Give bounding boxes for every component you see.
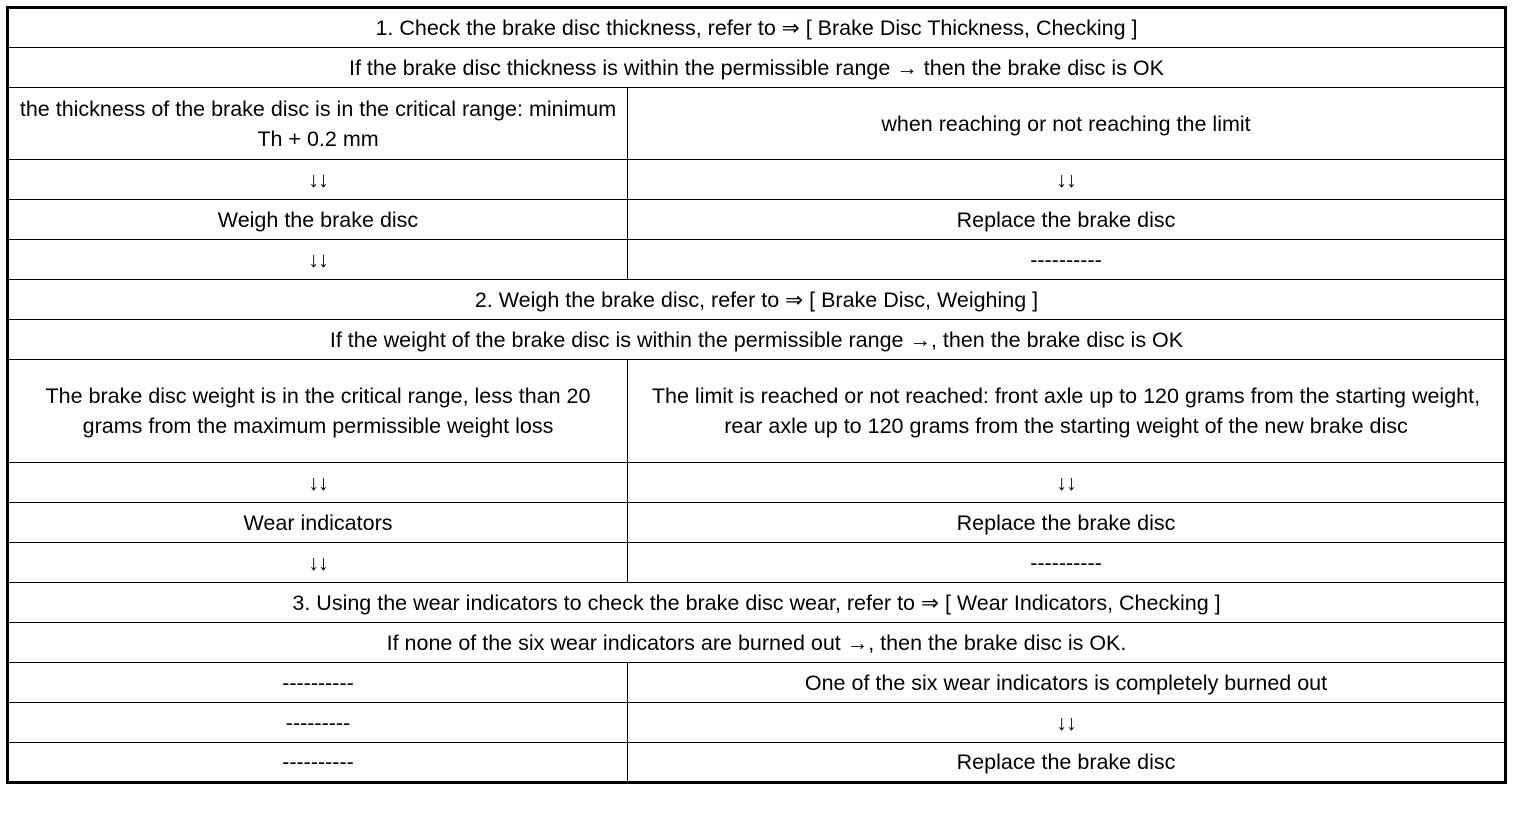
step1-heading-row bbox=[8, 8, 1506, 48]
step1-condition-row bbox=[8, 88, 1506, 160]
step2-right-condition: The limit is reached or not reached: front axle up to 120 grams from the starting weight, rear axle up to 120 grams from the starting weight of the new brake disc bbox=[628, 360, 1506, 463]
step3-arrow-row bbox=[8, 703, 1506, 743]
step1-action-row bbox=[8, 200, 1506, 240]
step2-continue-arrow-icon: ↓↓ bbox=[8, 543, 628, 583]
step2-ok-text: If the weight of the brake disc is within the permissible range →, then the brake disc is OK bbox=[8, 320, 1506, 360]
step2-continue-row bbox=[8, 543, 1506, 583]
step1-heading: 1. Check the brake disc thickness, refer to ⇒ [ Brake Disc Thickness, Checking ] bbox=[8, 8, 1506, 48]
step3-left-dashes: ---------- bbox=[8, 663, 628, 703]
step1-right-action: Replace the brake disc bbox=[628, 200, 1506, 240]
step1-ok-text: If the brake disc thickness is within the permissible range → then the brake disc is OK bbox=[8, 48, 1506, 88]
step1-continue-arrow-icon: ↓↓ bbox=[8, 240, 628, 280]
step2-right-arrow-icon: ↓↓ bbox=[628, 463, 1506, 503]
step2-heading-row bbox=[8, 280, 1506, 320]
step1-right-condition: when reaching or not reaching the limit bbox=[628, 88, 1506, 160]
step2-right-dashes: ---------- bbox=[628, 543, 1506, 583]
step2-left-action: Wear indicators bbox=[8, 503, 628, 543]
step3-right-action: Replace the brake disc bbox=[628, 743, 1506, 783]
step3-left-dashes-3: ---------- bbox=[8, 743, 628, 783]
step1-right-arrow-icon: ↓↓ bbox=[628, 160, 1506, 200]
step3-heading: 3. Using the wear indicators to check the brake disc wear, refer to ⇒ [ Wear Indicators, Checking ] bbox=[8, 583, 1506, 623]
brake-disc-check-flowchart-table bbox=[6, 6, 1507, 784]
step2-arrow-row bbox=[8, 463, 1506, 503]
step2-heading: 2. Weigh the brake disc, refer to ⇒ [ Brake Disc, Weighing ] bbox=[8, 280, 1506, 320]
step3-ok-row bbox=[8, 623, 1506, 663]
step3-condition-row bbox=[8, 663, 1506, 703]
step1-left-action: Weigh the brake disc bbox=[8, 200, 628, 240]
step3-action-row bbox=[8, 743, 1506, 783]
step1-right-dashes: ---------- bbox=[628, 240, 1506, 280]
step2-condition-row bbox=[8, 360, 1506, 463]
step2-action-row bbox=[8, 503, 1506, 543]
step3-ok-text: If none of the six wear indicators are burned out →, then the brake disc is OK. bbox=[8, 623, 1506, 663]
step2-right-action: Replace the brake disc bbox=[628, 503, 1506, 543]
step1-left-arrow-icon: ↓↓ bbox=[8, 160, 628, 200]
step2-left-arrow-icon: ↓↓ bbox=[8, 463, 628, 503]
step1-continue-row bbox=[8, 240, 1506, 280]
step1-left-condition: the thickness of the brake disc is in the critical range: minimum Th + 0.2 mm bbox=[8, 88, 628, 160]
step2-ok-row bbox=[8, 320, 1506, 360]
step2-left-condition: The brake disc weight is in the critical range, less than 20 grams from the maximum permissible weight loss bbox=[8, 360, 628, 463]
step1-arrow-row bbox=[8, 160, 1506, 200]
step1-ok-row bbox=[8, 48, 1506, 88]
step3-heading-row bbox=[8, 583, 1506, 623]
step3-right-condition: One of the six wear indicators is completely burned out bbox=[628, 663, 1506, 703]
step3-right-arrow-icon: ↓↓ bbox=[628, 703, 1506, 743]
step3-left-dashes-2: --------- bbox=[8, 703, 628, 743]
